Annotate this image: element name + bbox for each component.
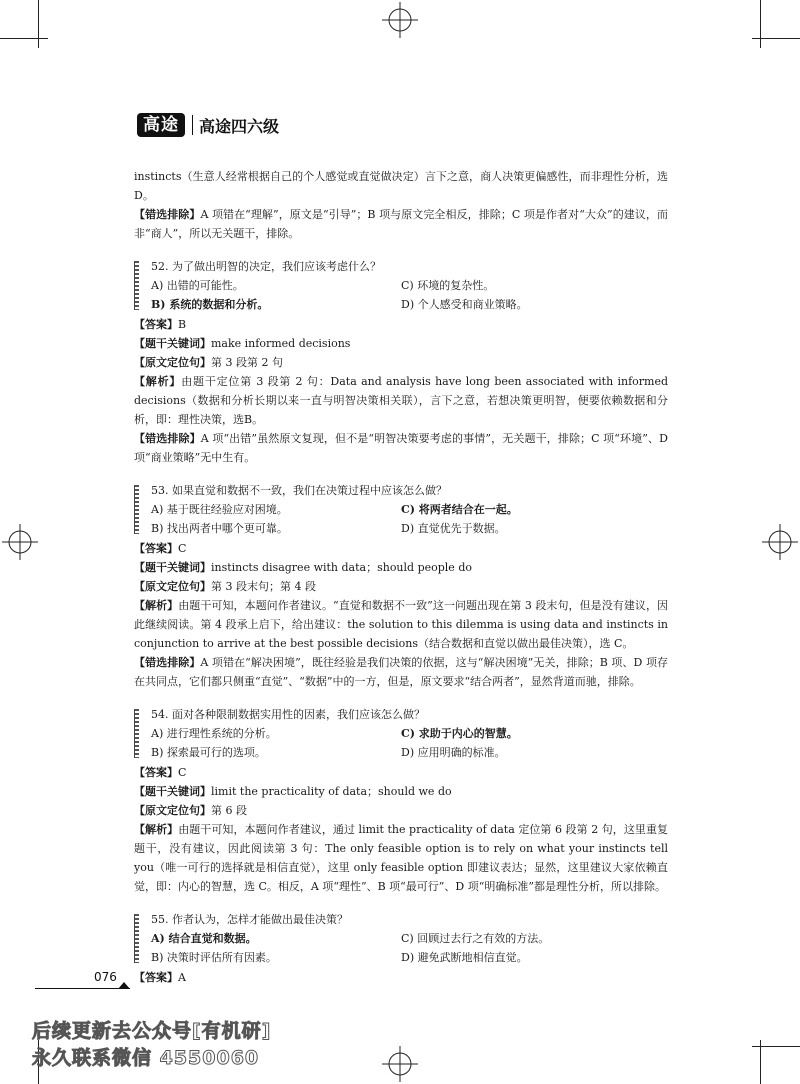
option-a: A) 出错的可能性。 — [151, 279, 244, 292]
option-d: D) 直觉优先于数据。 — [401, 522, 506, 535]
locate-line: 【原文定位句】第 3 段末句；第 4 段 — [134, 580, 316, 593]
question-stem: 55. 作者认为，怎样才能做出最佳决策？ — [151, 913, 348, 926]
option-b: B) 探索最可行的选项。 — [151, 746, 266, 759]
brand-title: 高途四六级 — [199, 116, 280, 136]
question-options — [151, 276, 668, 314]
option-d: D) 应用明确的标准。 — [401, 746, 506, 759]
registration-mark — [762, 524, 798, 560]
question-53 — [134, 481, 668, 538]
question-stem: 53. 如果直觉和数据不一致，我们在决策过程中应该怎么做？ — [151, 484, 447, 497]
registration-mark — [2, 524, 38, 560]
footer-rule — [35, 988, 130, 989]
crop-mark — [38, 0, 39, 48]
option-a: A) 结合直觉和数据。 — [151, 932, 257, 945]
question-52 — [134, 257, 668, 314]
exclude-paragraph: 【错选排除】A 项错在“解决困境”，既往经验是我们决策的依据，这与“解决困境”无关，排除；B 项、D 项存在共同点，它们都只侧重“直觉”、“数据”中的一方，但是，原文要求“结合两者”，显然背道而驰，排除。 — [134, 656, 669, 688]
option-c: C) 求助于内心的智慧。 — [401, 727, 518, 740]
question-bar — [134, 485, 139, 534]
question-stem: 54. 面对各种限制数据实用性的因素，我们应该怎么做？ — [151, 708, 425, 721]
question-options — [151, 724, 668, 762]
option-b: B) 决策时评估所有因素。 — [151, 951, 277, 964]
analysis-paragraph: 【解析】由题干可知，本题问作者建议。“直觉和数据不一致”这一问题出现在第 3 段末句，但是没有建议，因此继续阅读。第 4 段承上启下，给出建议：the solution to this dilemma is using data and instincts in conjunction to arrive at the best possible decisions（结合数据和直觉以做出最佳决策），选 C。 — [134, 599, 668, 650]
exclude-paragraph: 【错选排除】A 项“出错”虽然原文复现，但不是“明智决策要考虑的事情”，无关题干，排除；C 项“环境”、D 项“商业策略”无中生有。 — [134, 432, 668, 464]
question-bar — [134, 914, 139, 963]
page-content — [134, 167, 668, 987]
crop-mark — [752, 1046, 800, 1047]
brand-logo: 高途 — [137, 113, 185, 137]
option-d: D) 个人感受和商业策略。 — [401, 298, 528, 311]
question-bar — [134, 709, 139, 758]
answer-line: 【答案】C — [134, 542, 187, 555]
registration-mark — [382, 1046, 418, 1082]
option-c: C) 将两者结合在一起。 — [401, 503, 518, 516]
option-d: D) 避免武断地相信直觉。 — [401, 951, 528, 964]
analysis-paragraph: 【解析】由题干可知，本题问作者建议，通过 limit the practicality of data 定位第 6 段第 2 句，这里重复题干，没有建议，因此阅读第 3 句：The only feasible option is to rely on what your instincts tell you（唯一可行的选择就是相信直觉），这里 only feasible option 即建议表达；显然，这里建议大家依赖直觉，即：内心的智慧，选 C。相反，A 项“理性”、B 项“最可行”、D 项“明确标准”都是理性分析，所以排除。 — [134, 823, 669, 893]
locate-line: 【原文定位句】第 3 段第 2 句 — [134, 356, 283, 369]
question-55 — [134, 910, 668, 967]
page-header — [137, 112, 279, 138]
keyword-line: 【题干关键词】make informed decisions — [134, 337, 351, 350]
answer-line: 【答案】C — [134, 766, 187, 779]
option-b: B) 系统的数据和分析。 — [151, 298, 269, 311]
question-bar — [134, 261, 139, 310]
header-divider — [192, 115, 193, 135]
question-stem: 52. 为了做出明智的决定，我们应该考虑什么？ — [151, 260, 381, 273]
intro-exclude: 【错选排除】A 项错在“理解”，原文是“引导”；B 项与原文完全相反，排除；C 项是作者对“大众”的建议，而非“商人”，所以无关题干，排除。 — [134, 208, 668, 240]
answer-line: 【答案】B — [134, 318, 187, 331]
page-number: 076 — [94, 970, 117, 984]
question-54 — [134, 705, 668, 762]
option-c: C) 环境的复杂性。 — [401, 279, 495, 292]
answer-line: 【答案】A — [134, 971, 186, 984]
watermark-line-1: 后续更新去公众号[有机研] — [32, 1020, 272, 1042]
question-options — [151, 929, 668, 967]
crop-mark — [0, 38, 48, 39]
crop-mark — [752, 38, 800, 39]
option-c: C) 回顾过去行之有效的方法。 — [401, 932, 550, 945]
question-options — [151, 500, 668, 538]
crop-mark — [760, 0, 761, 48]
watermark-line-2: 永久联系微信 4550060 — [32, 1047, 260, 1069]
locate-line: 【原文定位句】第 6 段 — [134, 804, 247, 817]
section-tag: 【错选排除】 — [134, 208, 201, 221]
option-b: B) 找出两者中哪个更可靠。 — [151, 522, 288, 535]
analysis-paragraph: 【解析】由题干定位第 3 段第 2 句：Data and analysis have long been associated with informed decisions（数据和分析长期以来一直与明智决策相关联），言下之意，若想决策更明智，便要依赖数据和分析，即：理性决策，选B。 — [134, 375, 669, 426]
keyword-line: 【题干关键词】instincts disagree with data；should people do — [134, 561, 472, 574]
registration-mark — [382, 2, 418, 38]
option-a: A) 基于既往经验应对困境。 — [151, 503, 288, 516]
keyword-line: 【题干关键词】limit the practicality of data；should we do — [134, 785, 452, 798]
intro-paragraph: instincts（生意人经常根据自己的个人感觉或直觉做决定）言下之意，商人决策更偏感性，而非理性分析，选D。 — [134, 170, 668, 202]
option-a: A) 进行理性系统的分析。 — [151, 727, 277, 740]
